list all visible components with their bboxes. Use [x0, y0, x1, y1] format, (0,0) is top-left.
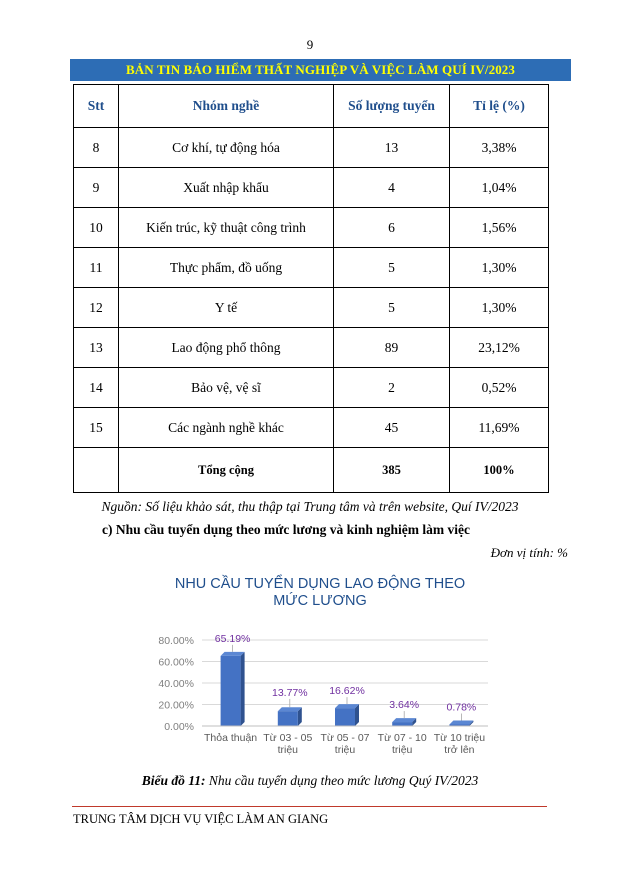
row-group: Bảo vệ, vệ sĩ [119, 368, 334, 408]
row-quantity: 6 [334, 208, 450, 248]
x-tick-label: triệu [334, 744, 356, 756]
row-quantity: 4 [334, 168, 450, 208]
row-group: Xuất nhập khẩu [119, 168, 334, 208]
footer-divider [72, 806, 547, 807]
y-tick-label: 80.00% [158, 635, 194, 647]
row-quantity: 13 [334, 128, 450, 168]
y-tick-label: 40.00% [158, 678, 194, 690]
table-row [74, 288, 549, 328]
row-group: Thực phẩm, đồ uống [119, 248, 334, 288]
row-ratio: 23,12% [450, 328, 549, 368]
data-label: 65.19% [214, 632, 251, 645]
table-row [74, 408, 549, 448]
row-ratio: 3,38% [450, 128, 549, 168]
row-quantity: 45 [334, 408, 450, 448]
bar-top [449, 721, 473, 725]
row-stt: 8 [74, 128, 119, 168]
row-ratio: 1,30% [450, 288, 549, 328]
row-group: Lao động phổ thông [119, 328, 334, 368]
row-group: Các ngành nghề khác [119, 408, 334, 448]
header-quantity: Số lượng tuyển [334, 85, 450, 128]
total-stt [74, 448, 119, 493]
caption-text: Nhu cầu tuyển dụng theo mức lương Quý IV/2023 [205, 773, 479, 788]
chart-title-line-1: NHU CẦU TUYỂN DỤNG LAO ĐỘNG THEO [174, 576, 466, 592]
table-row [74, 128, 549, 168]
bar-side [241, 652, 245, 726]
data-label: 13.77% [271, 686, 308, 699]
y-tick-label: 20.00% [158, 699, 194, 712]
chart-plot [150, 570, 490, 770]
x-tick-label: Từ 03 - 05 [263, 732, 313, 744]
footer-org: TRUNG TÂM DỊCH VỤ VIỆC LÀM AN GIANG [73, 812, 329, 826]
row-stt: 10 [74, 208, 119, 248]
bar [335, 708, 355, 726]
y-tick-label: 60.00% [158, 656, 194, 669]
row-ratio: 1,04% [450, 168, 549, 208]
caption-label: Biểu đồ 11: [141, 773, 206, 788]
total-label: Tổng cộng [119, 448, 334, 493]
row-ratio: 0,52% [450, 368, 549, 408]
newsletter-banner: BẢN TIN BẢO HIỂM THẤT NGHIỆP VÀ VIỆC LÀM QUÍ IV/2023 [70, 59, 571, 81]
y-tick-label: 0.00% [164, 721, 194, 733]
header-group: Nhóm nghề [119, 85, 334, 128]
bar [392, 722, 412, 726]
bar-top [392, 718, 416, 722]
row-stt: 15 [74, 408, 119, 448]
table-row [74, 328, 549, 368]
data-label: 3.64% [389, 699, 420, 712]
row-quantity: 2 [334, 368, 450, 408]
row-quantity: 5 [334, 248, 450, 288]
x-tick-label: triệu [277, 744, 299, 756]
bar-top [221, 652, 245, 656]
x-tick-label: Thỏa thuận [204, 732, 258, 744]
x-tick-label: Từ 10 triệu [433, 732, 486, 744]
bar [278, 711, 298, 726]
chart-caption [0, 773, 620, 789]
table-header-row [74, 85, 549, 128]
x-tick-label: triệu [391, 744, 413, 756]
table-row [74, 168, 549, 208]
unit-note: Đơn vị tính: % [490, 545, 568, 560]
x-tick-label: Từ 05 - 07 [320, 732, 370, 744]
data-label: 0.78% [446, 701, 477, 714]
row-stt: 9 [74, 168, 119, 208]
row-ratio: 1,56% [450, 208, 549, 248]
source-note: Nguồn: Số liệu khảo sát, thu thập tại Trung tâm và trên website, Quí IV/2023 [101, 499, 519, 514]
row-quantity: 89 [334, 328, 450, 368]
x-tick-label: trở lên [444, 744, 475, 756]
row-stt: 12 [74, 288, 119, 328]
salary-demand-chart [150, 570, 490, 770]
total-quantity: 385 [334, 448, 450, 493]
row-stt: 13 [74, 328, 119, 368]
data-label: 16.62% [329, 685, 365, 698]
header-ratio: Tỉ lệ (%) [450, 85, 549, 128]
row-quantity: 5 [334, 288, 450, 328]
job-group-table [73, 84, 549, 493]
bar-top [335, 704, 359, 708]
table-row [74, 208, 549, 248]
row-ratio: 1,30% [450, 248, 549, 288]
row-group: Y tế [119, 288, 334, 328]
section-title: c) Nhu cầu tuyển dụng theo mức lương và kinh nghiệm làm việc [102, 522, 470, 537]
chart-title-line-2: MỨC LƯƠNG [273, 593, 367, 609]
table-row [74, 368, 549, 408]
total-ratio: 100% [450, 448, 549, 493]
page-number: 9 [306, 37, 314, 52]
bar [221, 656, 241, 726]
row-group: Cơ khí, tự động hóa [119, 128, 334, 168]
row-group: Kiến trúc, kỹ thuật công trình [119, 208, 334, 248]
table-total-row [74, 448, 549, 493]
row-stt: 14 [74, 368, 119, 408]
bar-top [278, 707, 302, 711]
row-stt: 11 [74, 248, 119, 288]
x-tick-label: Từ 07 - 10 [377, 732, 427, 744]
table-row [74, 248, 549, 288]
row-ratio: 11,69% [450, 408, 549, 448]
header-stt: Stt [74, 85, 119, 128]
